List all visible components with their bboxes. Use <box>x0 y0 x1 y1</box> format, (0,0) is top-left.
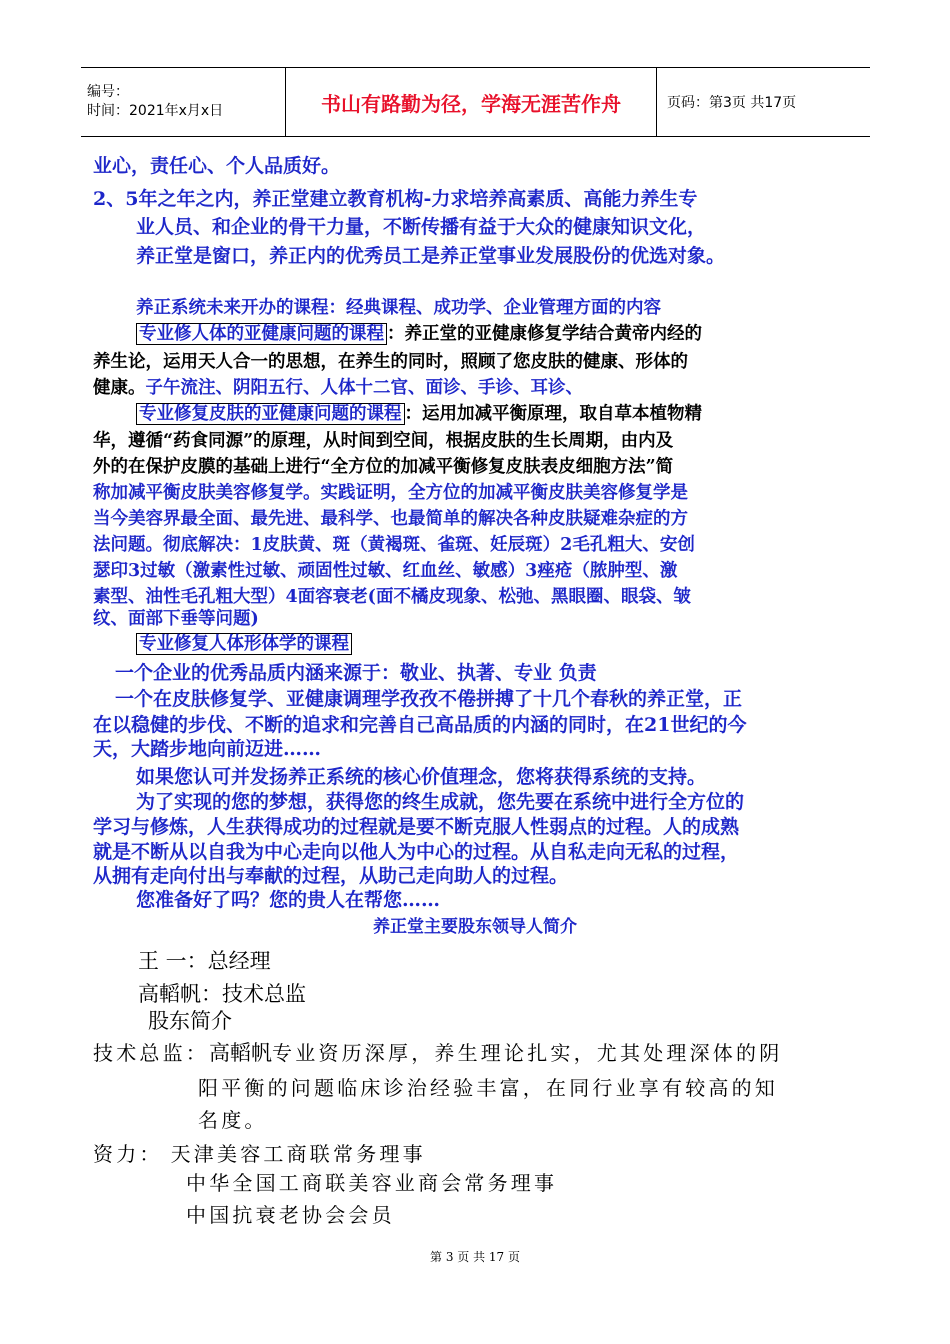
bio-line1 <box>93 1035 782 1071</box>
course2-line2: 华，遵循“药食同源”的原理，从时间到空间，根据皮肤的生长周期，由内及 <box>93 431 674 451</box>
body-p1: 一个企业的优秀品质内涵来源于：敬业、执著、专业 负责 <box>115 662 597 684</box>
course2-desc: ：运用加减平衡原理，取自草本植物精 <box>404 404 702 424</box>
course1-topics: 子午流注、阴阳五行、人体十二官、面诊、手诊、耳诊、 <box>145 378 583 398</box>
qual-3: 中国抗衰老协会会员 <box>186 1203 395 1227</box>
body-p4-l3: 就是不断从以自我为中心走向以他人为中心的过程。从自私走向无私的过程， <box>93 841 740 863</box>
bio-name: 高轁帆 <box>209 1041 272 1065</box>
course2-title: 专业修复皮肤的亚健康问题的课程 <box>136 403 405 425</box>
course2-line8: 素型、油性毛孔粗大型）4面容衰老(面不橘皮现象、松弛、黑眼圈、眼袋、皱 <box>93 587 691 607</box>
course1-line2: 养生论，运用天人合一的思想，在养生的同时，照顾了您皮肤的健康、形体的 <box>93 352 688 372</box>
courses-intro: 养正系统未来开办的课程：经典课程、成功学、企业管理方面的内容 <box>136 298 661 318</box>
bio-line3: 名度。 <box>198 1108 268 1132</box>
header-time: 时间：2021年x月x日 <box>87 103 224 119</box>
course1-title: 专业修人体的亚健康问题的课程 <box>136 323 387 345</box>
course3-line <box>136 632 352 657</box>
intro-item2-line3: 养正堂是窗口，养正内的优秀员工是养正堂事业发展股份的优选对象。 <box>136 245 726 267</box>
course2-line6: 法问题。彻底解决：1皮肤黄、斑（黄褐斑、雀斑、妊辰斑）2毛孔粗大、安创 <box>93 535 695 555</box>
header-page-info: 页码：第3页 共17页 <box>657 68 871 137</box>
qual-label: 资力： <box>93 1142 163 1166</box>
course2-line3: 外的在保护皮膜的基础上进行“全方位的加减平衡修复皮肤表皮细胞方法”简 <box>93 457 674 477</box>
qual-2: 中华全国工商联美容业商会常务理事 <box>186 1171 558 1195</box>
body-p2-l3: 天，大踏步地向前迈进…… <box>93 738 322 760</box>
bio-line2: 阳平衡的问题临床诊治经验丰富，在同行业享有较高的知 <box>198 1076 778 1100</box>
course3-title: 专业修复人体形体学的课程 <box>136 633 352 655</box>
page-header <box>81 67 870 137</box>
course1-line1 <box>136 322 702 347</box>
intro-item2-line2: 业人员、和企业的骨干力量，不断传播有益于大众的健康知识文化， <box>136 216 707 238</box>
course2-line9: 纹、面部下垂等问题) <box>93 609 259 629</box>
body-p3: 如果您认可并发扬养正系统的核心价值理念，您将获得系统的支持。 <box>136 766 707 788</box>
course1-l3-prefix: 健康。 <box>93 378 146 398</box>
body-p4-l1: 为了实现的您的梦想，获得您的终生成就，您先要在系统中进行全方位的 <box>136 791 745 813</box>
page-footer: 第 3 页 共 17 页 <box>430 1250 520 1264</box>
course2-line1 <box>136 402 702 427</box>
leader-1: 王 一：总经理 <box>138 949 271 973</box>
leaders-title: 养正堂主要股东领导人简介 <box>373 917 577 937</box>
leader-2: 高轁帆：技术总监 <box>138 982 306 1006</box>
body-p2-l2: 在以稳健的步伐、不断的追求和完善自己高品质的内涵的同时，在21世纪的今 <box>93 714 747 736</box>
body-p4-l2: 学习与修炼，人生获得成功的过程就是要不断克服人性弱点的过程。人的成熟 <box>93 816 740 838</box>
shareholder-heading: 股东简介 <box>148 1009 232 1033</box>
course1-desc: ：养正堂的亚健康修复学结合黄帝内经的 <box>387 324 702 344</box>
body-p2-l1: 一个在皮肤修复学、亚健康调理学孜孜不倦拼搏了十几个春秋的养正堂，正 <box>115 688 743 710</box>
intro-line-1: 业心，责任心、个人品质好。 <box>93 155 341 177</box>
header-meta <box>81 68 286 137</box>
body-p5: 您准备好了吗？您的贵人在帮您…… <box>136 889 441 911</box>
bio-text: 专业资历深厚，养生理论扎实，尤其处理深体的阴 <box>272 1041 783 1065</box>
bio-label: 技术总监： <box>93 1041 209 1065</box>
course1-line3 <box>93 376 583 401</box>
intro-item2-line1: 2、5年之年之内，养正堂建立教育机构-力求培养高素质、高能力养生专 <box>93 188 698 210</box>
course2-line4: 称加减平衡皮肤美容修复学。实践证明，全方位的加减平衡皮肤美容修复学是 <box>93 483 688 503</box>
body-p4-l4: 从拥有走向付出与奉献的过程，从助己走向助人的过程。 <box>93 865 569 887</box>
header-number: 编号： <box>87 84 129 100</box>
course2-line7: 瑟印3过敏（激素性过敏、顽固性过敏、红血丝、敏感）3痤疮（脓肿型、激 <box>93 561 678 581</box>
qual-1: 天津美容工商联常务理事 <box>170 1142 426 1166</box>
course2-line5: 当今美容界最全面、最先进、最科学、也最简单的解决各种皮肤疑难杂症的方 <box>93 509 688 529</box>
header-motto: 书山有路勤为径，学海无涯苦作舟 <box>286 68 657 137</box>
